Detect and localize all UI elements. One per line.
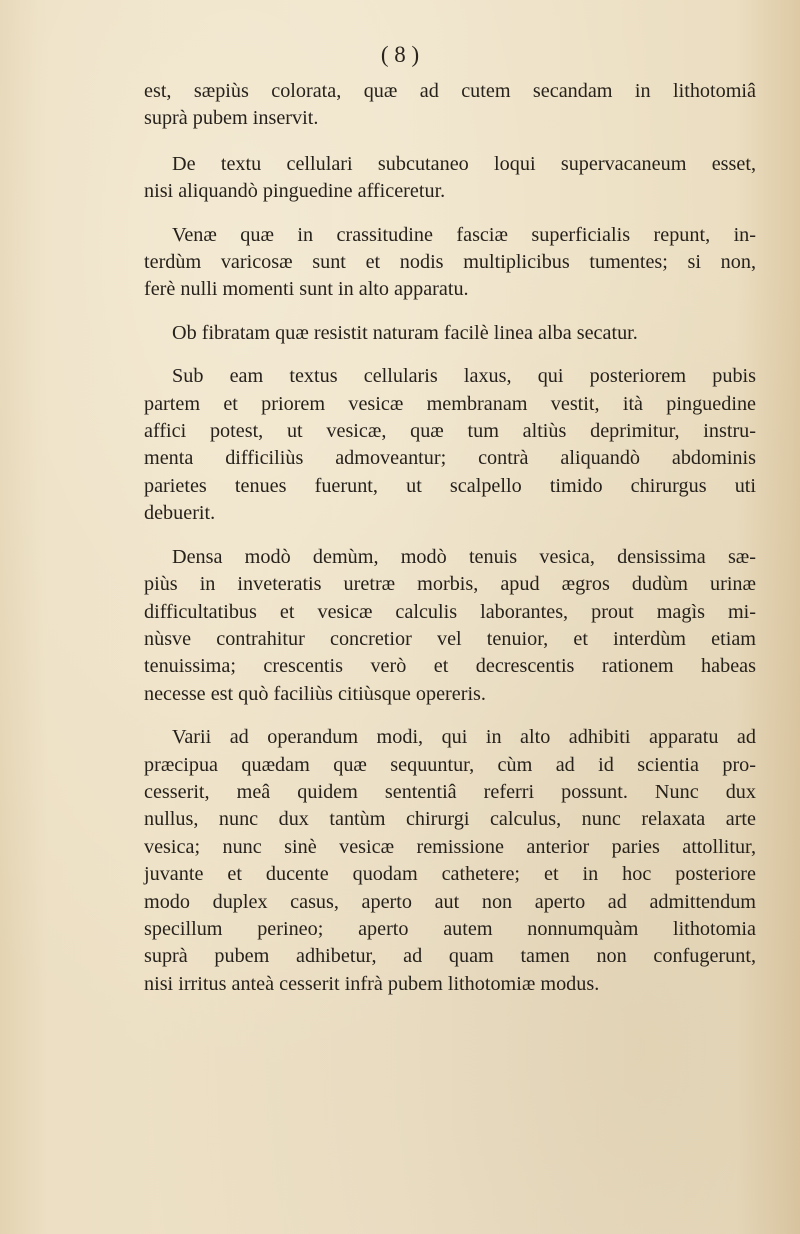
text-line: affici potest, ut vesicæ, quæ tum altiùs deprimitur, instru-: [144, 420, 756, 443]
paragraph: [144, 222, 756, 304]
text-line: suprà pubem adhibetur, ad quam tamen non confugerunt,: [144, 945, 756, 968]
paragraph: [144, 724, 756, 998]
text-line: nisi aliquandò pinguedine afficeretur.: [144, 180, 446, 203]
text-line: suprà pubem inservit.: [144, 107, 319, 130]
text-line: De textu cellulari subcutaneo loqui supervacaneum esset,: [172, 152, 756, 175]
text-line: præcipua quædam quæ sequuntur, cùm ad id scientia pro-: [144, 753, 756, 776]
text-line: Varii ad operandum modi, qui in alto adhibiti apparatu ad: [172, 726, 756, 749]
text-line: debuerit.: [144, 502, 216, 525]
paragraph: [144, 544, 756, 708]
text-line: Venæ quæ in crassitudine fasciæ superficialis repunt, in-: [172, 223, 756, 246]
text-line: terdùm varicosæ sunt et nodis multiplicibus tumentes; si non,: [144, 251, 756, 274]
text-line: juvante et ducente quodam cathetere; et in hoc posteriore: [144, 863, 756, 886]
body-text: [144, 78, 756, 1014]
text-line: Ob fibratam quæ resistit naturam facilè linea alba secatur.: [172, 321, 638, 344]
paragraph: [144, 363, 756, 527]
text-line: specillum perineo; aperto autem nonnumquàm lithotomia: [144, 917, 756, 940]
text-line: vesica; nunc sinè vesicæ remissione anterior paries attollitur,: [144, 835, 756, 858]
text-line: tenuissima; crescentis verò et decrescentis rationem habeas: [144, 655, 756, 678]
text-line: cesserit, meâ quidem sententiâ referri possunt. Nunc dux: [144, 780, 756, 803]
text-line: modo duplex casus, aperto aut non aperto ad admittendum: [144, 890, 756, 913]
text-line: Densa modò demùm, modò tenuis vesica, densissima sæ-: [172, 545, 756, 568]
text-line: necesse est quò faciliùs citiùsque opereris.: [144, 682, 486, 705]
text-line: menta difficiliùs admoveantur; contrà aliquandò abdominis: [144, 447, 756, 470]
text-line: est, sæpiùs colorata, quæ ad cutem secandam in lithotomiâ: [144, 80, 756, 102]
text-line: nullus, nunc dux tantùm chirurgi calculus, nunc relaxata arte: [144, 808, 756, 831]
page-number: ( 8 ): [380, 42, 420, 67]
text-line: partem et priorem vesicæ membranam vestit, ità pinguedine: [144, 392, 756, 415]
text-line: piùs in inveteratis uretræ morbis, apud ægros dudùm urinæ: [144, 573, 756, 596]
text-line: Sub eam textus cellularis laxus, qui posteriorem pubis: [172, 365, 756, 388]
text-line: difficultatibus et vesicæ calculis laborantes, prout magìs mi-: [144, 600, 756, 623]
paragraph: [144, 151, 756, 206]
text-line: nisi irritus anteà cesserit infrà pubem lithotomiæ modus.: [144, 972, 600, 995]
text-line: parietes tenues fuerunt, ut scalpello timido chirurgus uti: [144, 474, 756, 497]
paragraph: [144, 320, 756, 347]
text-line: ferè nulli momenti sunt in alto apparatu.: [144, 278, 469, 301]
text-line: nùsve contrahitur concretior vel tenuior, et interdùm etiam: [144, 627, 756, 650]
paragraph: [144, 78, 756, 133]
